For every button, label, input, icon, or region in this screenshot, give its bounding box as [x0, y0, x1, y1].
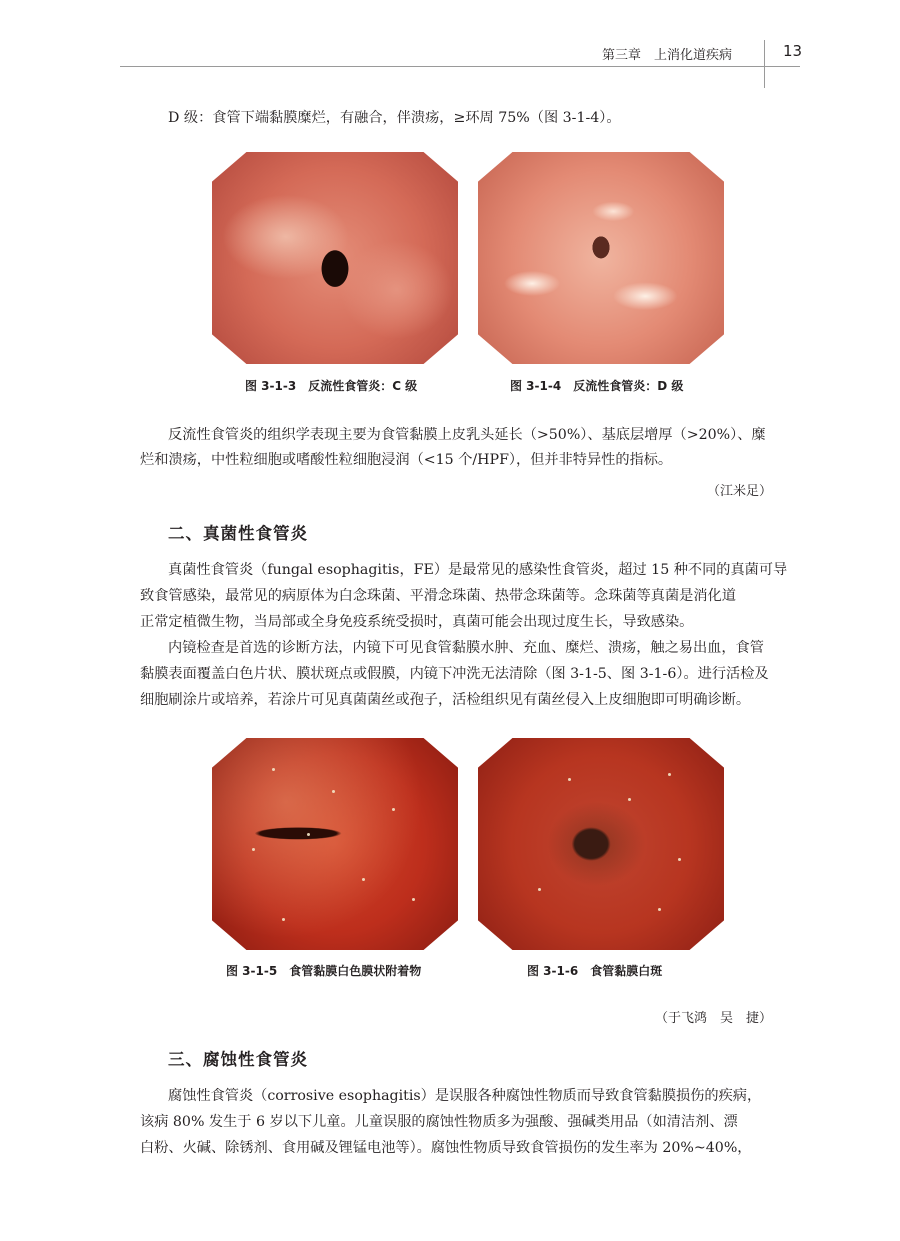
- figure-caption-3-1-4: 图 3-1-4 反流性食管炎：D 级: [510, 379, 684, 393]
- corrosive-paragraph-line-3: 白粉、火碱、除锈剂、食用碱及锂锰电池等）。腐蚀性物质导致食管损伤的发生率为 20%~40%，: [140, 1140, 752, 1156]
- histology-paragraph-line-2: 烂和溃疡，中性粒细胞或嗜酸性粒细胞浸润（<15 个/HPF），但并非特异性的指标。: [140, 452, 673, 468]
- figure-caption-3-1-6: 图 3-1-6 食管黏膜白斑: [527, 964, 663, 978]
- fungal-paragraph-line-2: 致食管感染，最常见的病原体为白念珠菌、平滑念珠菌、热带念珠菌等。念珠菌等真菌是消化道: [140, 588, 736, 604]
- fungal-paragraph-line-1: 真菌性食管炎（fungal esophagitis，FE）是最常见的感染性食管炎，超过 15 种不同的真菌可导: [168, 562, 788, 578]
- endoscopy-image-white-plaque: [478, 738, 724, 950]
- corrosive-paragraph-line-1: 腐蚀性食管炎（corrosive esophagitis）是误服各种腐蚀性物质而导致食管黏膜损伤的疾病，: [168, 1088, 762, 1104]
- section-author-2: （于飞鸿 吴 捷）: [654, 1011, 772, 1026]
- header-rule: [120, 66, 800, 67]
- grade-d-description: D 级：食管下端黏膜糜烂，有融合，伴溃疡，≥环周 75%（图 3-1-4）。: [168, 110, 621, 126]
- running-header-chapter: 第三章 上消化道疾病: [601, 48, 732, 63]
- section-heading-corrosive: 三、腐蚀性食管炎: [168, 1050, 308, 1069]
- fungal-paragraph-line-3: 正常定植微生物，当局部或全身免疫系统受损时，真菌可能会出现过度生长，导致感染。: [140, 614, 694, 630]
- endoscopy-paragraph-line-3: 细胞刷涂片或培养，若涂片可见真菌菌丝或孢子，活检组织见有菌丝侵入上皮细胞即可明确诊断。: [140, 692, 751, 708]
- corrosive-paragraph-line-2: 该病 80% 发生于 6 岁以下儿童。儿童误服的腐蚀性物质多为强酸、强碱类用品（如清洁剂、漂: [140, 1114, 738, 1130]
- endoscopy-image-grade-d: [478, 152, 724, 364]
- header-divider: [764, 40, 765, 88]
- endoscopy-image-grade-c: [212, 152, 458, 364]
- histology-paragraph-line-1: 反流性食管炎的组织学表现主要为食管黏膜上皮乳头延长（>50%）、基底层增厚（>20%）、糜: [168, 427, 766, 443]
- figure-caption-3-1-3: 图 3-1-3 反流性食管炎：C 级: [245, 379, 418, 393]
- section-author-1: （江米足）: [706, 484, 772, 499]
- endoscopy-paragraph-line-1: 内镜检查是首选的诊断方法，内镜下可见食管黏膜水肿、充血、糜烂、溃疡，触之易出血，食管: [168, 640, 764, 656]
- endoscopy-paragraph-line-2: 黏膜表面覆盖白色片状、膜状斑点或假膜，内镜下冲洗无法清除（图 3-1-5、图 3-1-6）。进行活检及: [140, 666, 769, 682]
- section-heading-fungal: 二、真菌性食管炎: [168, 524, 308, 543]
- page-number: 13: [783, 42, 803, 60]
- endoscopy-image-white-membrane: [212, 738, 458, 950]
- figure-caption-3-1-5: 图 3-1-5 食管黏膜白色膜状附着物: [226, 964, 422, 978]
